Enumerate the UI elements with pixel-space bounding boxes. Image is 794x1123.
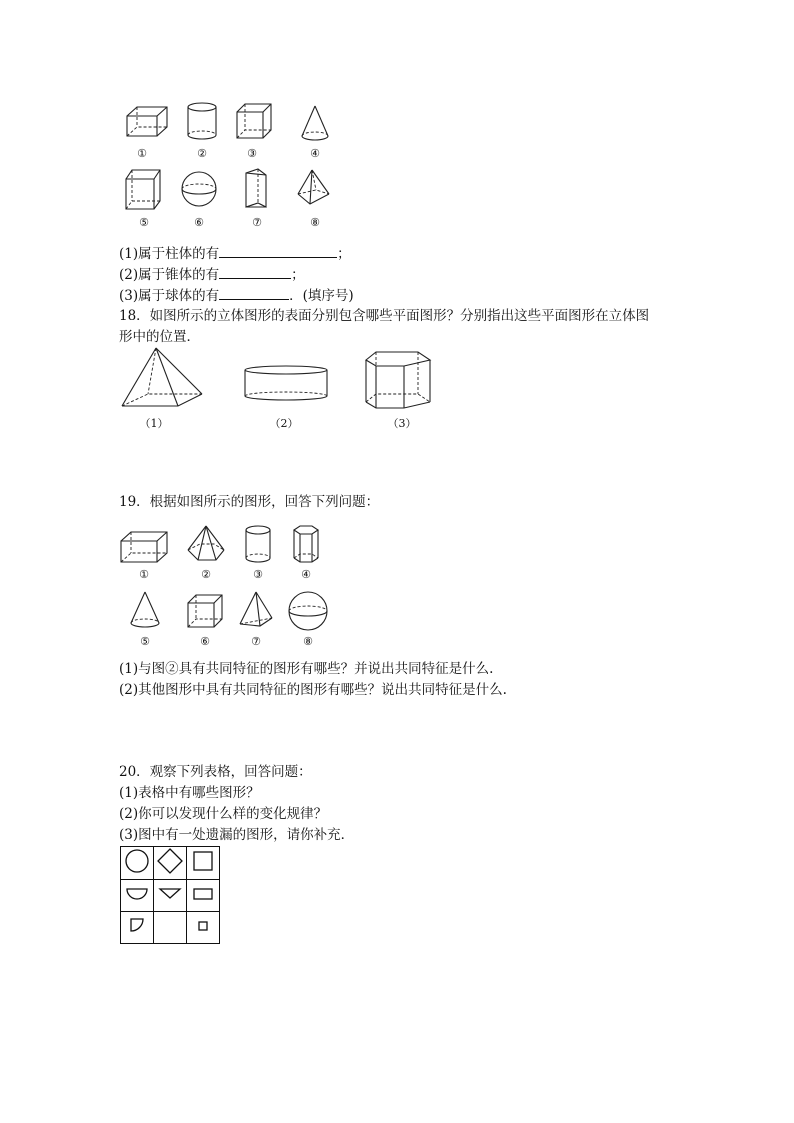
- q17-sub2-answer-blank[interactable]: [219, 265, 291, 279]
- q17-sub1: [119, 244, 351, 264]
- q17-sub3-suffix: ．(填序号): [289, 288, 354, 304]
- table-cell: [154, 880, 187, 912]
- q19-figure-3-cylinder: [243, 524, 273, 564]
- q18-label-2: （2）: [269, 417, 299, 430]
- q20-question: 20．观察下列表格，回答问题：: [119, 764, 312, 780]
- q17-sub2-suffix: ；: [291, 267, 305, 283]
- q20-sub1: (1)表格中有哪些图形？: [119, 785, 260, 801]
- q17-label-7: ⑦: [252, 216, 262, 229]
- q18-question-line2: 形中的位置．: [119, 329, 200, 345]
- table-row: [121, 847, 220, 880]
- diamond-shape-icon: [156, 847, 184, 875]
- table-cell: [121, 847, 154, 880]
- table-row: [121, 912, 220, 944]
- q18-question-line1: 18．如图所示的立体图形的表面分别包含哪些平面图形？分别指出这些平面图形在立体图: [119, 308, 650, 324]
- q20-sub3: (3)图中有一处遗漏的图形，请你补充．: [119, 827, 355, 843]
- table-cell: [121, 880, 154, 912]
- q19-figure-6-cube: [186, 593, 224, 629]
- q19-figure-7-tetrahedron: [238, 590, 274, 630]
- q18-figure-1-pyramid: [120, 346, 204, 410]
- q19-label-8: ⑧: [303, 635, 313, 648]
- q17-sub1-suffix: ；: [337, 246, 351, 262]
- q20-sub2: (2)你可以发现什么样的变化规律？: [119, 806, 328, 822]
- q17-figure-2-cylinder: [185, 101, 219, 141]
- circle-shape-icon: [124, 848, 150, 874]
- quarter-circle-shape-icon: [126, 915, 148, 937]
- q18-figure-3-pentagonal-prism: [364, 350, 434, 410]
- q19-figure-1-cuboid: [119, 530, 169, 564]
- q19-label-3: ③: [253, 568, 263, 581]
- q17-figure-3-cube: [235, 102, 273, 140]
- q18-figure-2-cylinder: [243, 364, 329, 404]
- small-square-shape-icon: [195, 918, 211, 934]
- q19-figure-4-hexagonal-prism: [292, 524, 320, 564]
- q17-label-4: ④: [310, 147, 320, 160]
- q19-figure-2-pyramid: [186, 524, 226, 564]
- q19-label-2: ②: [201, 568, 211, 581]
- q17-figure-6-sphere: [180, 170, 218, 208]
- q17-sub2: [119, 265, 305, 285]
- q17-figure-7-triangular-prism: [244, 167, 270, 211]
- table-cell: [154, 847, 187, 880]
- q17-sub1-text: (1)属于柱体的有: [119, 246, 220, 262]
- q17-label-3: ③: [247, 147, 257, 160]
- q17-figure-4-cone: [299, 104, 331, 142]
- q19-sub1: (1)与图②具有共同特征的图形有哪些？并说出共同特征是什么.: [119, 661, 494, 677]
- q17-sub3: [119, 286, 354, 306]
- square-shape-icon: [191, 849, 215, 873]
- q17-label-1: ①: [137, 147, 147, 160]
- q17-sub2-text: (2)属于锥体的有: [119, 267, 220, 283]
- q17-label-5: ⑤: [139, 216, 149, 229]
- q19-label-1: ①: [139, 568, 149, 581]
- table-cell: [187, 912, 220, 944]
- q17-label-2: ②: [197, 147, 207, 160]
- q17-sub1-answer-blank[interactable]: [219, 244, 337, 258]
- q17-label-6: ⑥: [194, 216, 204, 229]
- q19-question: 19．根据如图所示的图形，回答下列问题：: [119, 494, 380, 510]
- q19-figure-8-sphere: [287, 590, 329, 632]
- q19-label-7: ⑦: [251, 635, 261, 648]
- q17-sub3-text: (3)属于球体的有: [119, 288, 220, 304]
- q18-label-3: （3）: [387, 417, 417, 430]
- q18-label-1: （1）: [139, 417, 169, 430]
- semicircle-shape-icon: [124, 885, 150, 903]
- table-cell: [121, 912, 154, 944]
- q20-shape-table: [120, 846, 220, 944]
- q17-label-8: ⑧: [310, 216, 320, 229]
- q17-sub3-answer-blank[interactable]: [219, 286, 289, 300]
- missing-shape-cell[interactable]: [154, 912, 187, 944]
- q19-label-6: ⑥: [200, 635, 210, 648]
- table-cell: [187, 847, 220, 880]
- table-row: [121, 880, 220, 912]
- q19-sub2: (2)其他图形中具有共同特征的图形有哪些？说出共同特征是什么.: [119, 682, 507, 698]
- q19-label-4: ④: [301, 568, 311, 581]
- triangle-shape-icon: [157, 885, 183, 903]
- q17-figure-5-frustum: [124, 167, 164, 211]
- rectangle-shape-icon: [190, 885, 216, 903]
- q17-figure-8-pyramid: [296, 168, 332, 208]
- q19-figure-5-cone: [129, 590, 161, 630]
- table-cell: [187, 880, 220, 912]
- q19-label-5: ⑤: [140, 635, 150, 648]
- q17-figure-1-cuboid: [125, 104, 169, 140]
